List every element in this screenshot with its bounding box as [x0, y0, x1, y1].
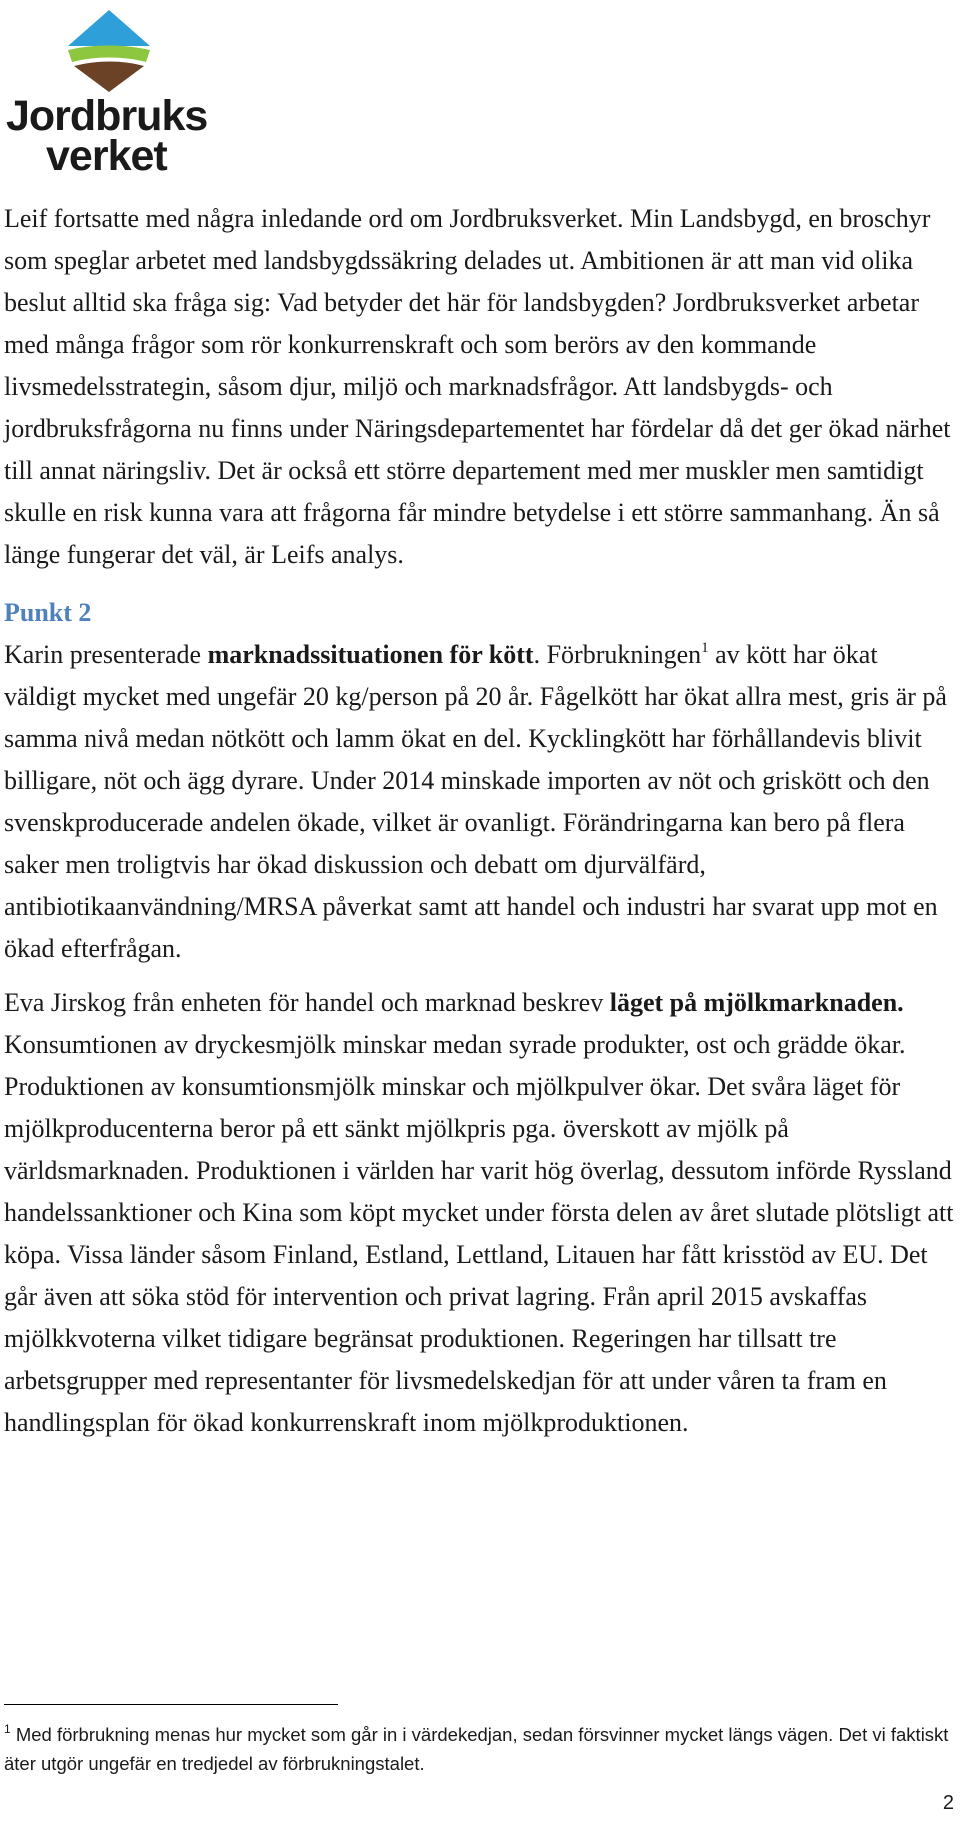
page-number: 2	[942, 1792, 954, 1814]
paragraph-leif: Leif fortsatte med några inledande ord om Jordbruksverket. Min Landsbygd, en broschyr som speglar arbetet med landsbygdssäkring delades ut. Ambitionen är att man vid olika beslut alltid ska fråga sig: Vad betyder det här för landsbygden? Jordbruksverket arbetar med många frågor som rör konkurrenskraft och som berörs av den kommande livsmedelsstrategin, såsom djur, miljö och marknadsfrågor. Att landsbygds- och jordbruksfrågorna nu finns under Näringsdepartementet har fördelar då det ger ökad närhet till annat näringsliv. Det är också ett större departement med mer muskler men samtidigt skulle en risk kunna vara att frågorna får mindre betydelse i ett större sammanhang. Än så länge fungerar det väl, är Leifs analys.	[4, 204, 951, 569]
paragraph-karin-middle: . Förbrukningen	[533, 640, 702, 669]
jordbruksverket-logo	[6, 8, 208, 180]
footnote-text: Med förbrukning menas hur mycket som går in i värdekedjan, sedan försvinner mycket längs vägen. Det vi faktiskt äter utgör ungefär en tredjedel av förbrukningstalet.	[4, 1724, 949, 1774]
logo-wordmark	[6, 92, 208, 180]
footnote-marker: 1	[4, 1722, 11, 1736]
paragraph-eva-intro: Eva Jirskog från enheten för handel och marknad beskrev	[4, 988, 610, 1017]
footnote	[4, 1720, 956, 1778]
paragraph-karin-intro: Karin presenterade	[4, 640, 208, 669]
document-body	[4, 198, 956, 1444]
footnote-reference: 1	[701, 640, 709, 656]
paragraph-karin-bold: marknadssituationen för kött	[207, 640, 534, 669]
paragraph-eva-body: Konsumtionen av dryckesmjölk minskar medan syrade produkter, ost och grädde ökar. Produktionen av konsumtionsmjölk minskar och mjölkpulver ökar. Det svåra läget för mjölkproducenterna beror på ett sänkt mjölkpris pga. överskott av mjölk på världsmarknaden. Produktionen i världen har varit hög överlag, dessutom införde Ryssland handelssanktioner och Kina som köpt mycket under första delen av året slutade plötsligt att köpa. Vissa länder såsom Finland, Estland, Lettland, Litauen har fått krisstöd av EU. Det går även att söka stöd för intervention och privat lagring. Från april 2015 avskaffas mjölkkvoterna vilket tidigare begränsat produktionen. Regeringen har tillsatt tre arbetsgrupper med representanter för livsmedelskedjan för att under våren ta fram en handlingsplan för ökad konkurrenskraft inom mjölkproduktionen.	[4, 1030, 954, 1437]
logo-line1: Jordbruks	[6, 92, 208, 140]
paragraph-eva-bold: läget på mjölkmarknaden.	[609, 988, 904, 1017]
paragraph-karin	[4, 634, 956, 970]
paragraph-eva	[4, 982, 956, 1444]
logo-mark-icon	[64, 8, 154, 94]
logo-line2: verket	[46, 132, 167, 180]
footnote-divider	[4, 1704, 338, 1705]
paragraph-karin-body: av kött har ökat väldigt mycket med ungefär 20 kg/person på 20 år. Fågelkött har ökat allra mest, gris är på samma nivå medan nötkött och lamm ökat en del. Kycklingkött har förhållandevis blivit billigare, nöt och ägg dyrare. Under 2014 minskade importen av nöt och griskött och den svenskproducerade andelen ökade, vilket är ovanligt. Förändringarna kan bero på flera saker men troligtvis har ökad diskussion och debatt om djurvälfärd, antibiotikaanvändning/MRSA påverkat samt att handel och industri har svarat upp mot en ökad efterfrågan.	[4, 640, 947, 963]
section-heading: Punkt 2	[4, 598, 92, 627]
